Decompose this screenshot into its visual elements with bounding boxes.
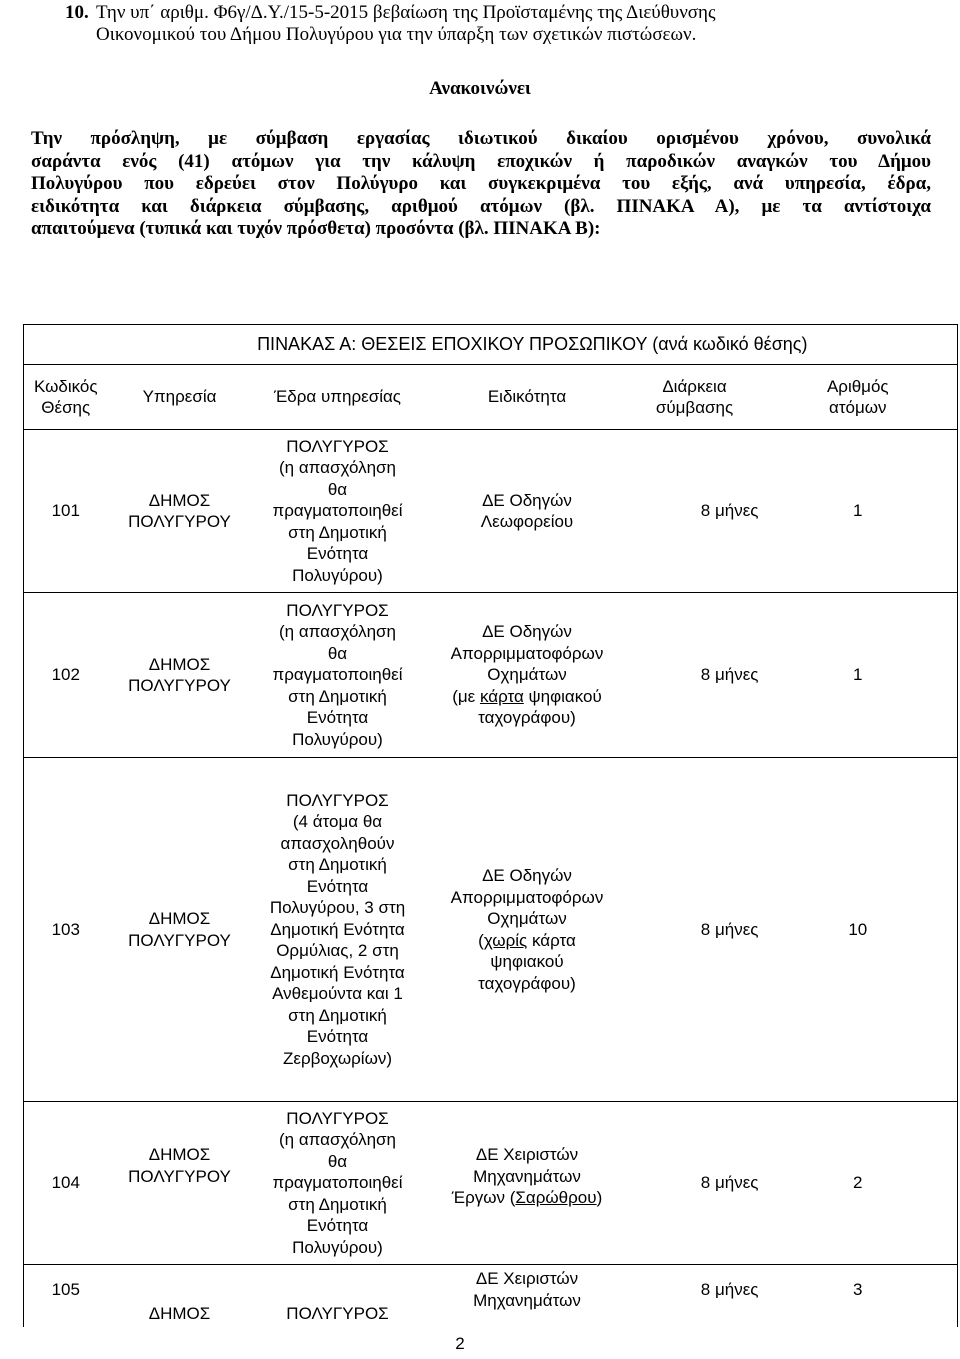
cell-seat: ΠΟΛΥΓΥΡΟΣ (η απασχόληση θα πραγματοποιηθεί στη Δημοτική Ενότητα Πολυγύρου) [252,1102,424,1265]
table-title-row [24,325,958,365]
cell-specialty: ΔΕ Χειριστών Μηχανημάτων Έργων (Σαρώθρου) [424,1102,631,1265]
cell-service: ΔΗΜΟΣ ΠΟΛΥΓΥΡΟΥ [108,593,252,758]
cell-code: 104 [24,1102,108,1265]
cell-count: 1 [759,430,958,593]
paragraph-line: σαράντα ενός (41) ατόμων για την κάλυψη εποχικών ή παροδικών αναγκών του Δήμου [31,150,931,172]
cell-duration: 8 μήνες [631,1102,759,1265]
announcement-heading: Ανακοινώνει [429,78,531,99]
cell-service: ΔΗΜΟΣ [148,1304,211,1323]
cell-seat: ΠΟΛΥΓΥΡΟΣ (η απασχόληση θα πραγματοποιηθεί στη Δημοτική Ενότητα Πολυγύρου) [252,593,424,758]
header-duration: Διάρκεια σύμβασης [631,365,759,430]
announcement-paragraph [31,128,931,241]
cell-duration: 8 μήνες [631,593,759,758]
cell-duration: 8 μήνες [631,758,759,1102]
cell-duration: 8 μήνες [700,1280,759,1299]
header-count: Αριθμός ατόμων [759,365,958,430]
cell-specialty: ΔΕ Οδηγών Απορριμματοφόρων Οχημάτων (με κάρτα ψηφιακού ταχογράφου) [424,593,631,758]
table-header-row [24,365,958,430]
cell-specialty: ΔΕ Οδηγών Λεωφορείου [424,430,631,593]
cell-code: 105 [24,1265,108,1327]
header-seat: Έδρα υπηρεσίας [252,365,424,430]
table-row [24,758,958,1102]
table-title: ΠΙΝΑΚΑΣ Α: ΘΕΣΕΙΣ ΕΠΟΧΙΚΟΥ ΠΡΟΣΩΠΙΚΟΥ (ανά κωδικό θέσης) [108,325,958,365]
cell-seat: ΠΟΛΥΓΥΡΟΣ [286,1304,389,1323]
cell-code: 102 [24,593,108,758]
cell-specialty: ΔΕ Χειριστών Μηχανημάτων [473,1269,581,1310]
header-code: Κωδικός Θέσης [24,365,108,430]
cell-service: ΔΗΜΟΣ ΠΟΛΥΓΥΡΟΥ [108,1102,252,1265]
paragraph-line: ειδικότητα και διάρκεια σύμβασης, αριθμού ατόμων (βλ. ΠΙΝΑΚΑ Α), με τα αντίστοιχα [31,195,931,217]
cell-count: 1 [759,593,958,758]
table-row [24,1265,958,1327]
cell-count: 10 [759,758,958,1102]
page-number: 2 [455,1334,465,1353]
positions-table [23,324,958,1327]
cell-code: 101 [24,430,108,593]
cell-code: 103 [24,758,108,1102]
cell-count: 2 [759,1102,958,1265]
paragraph-line: απαιτούμενα (τυπικά και τυχόν πρόσθετα) προσόντα (βλ. ΠΙΝΑΚΑ Β): [31,218,601,239]
header-specialty: Ειδικότητα [424,365,631,430]
intro-line-1: Την υπ΄ αριθμ. Φ6γ/Δ.Υ./15-5-2015 βεβαίωση της Προϊσταμένης της Διεύθυνσης [96,2,716,23]
header-service: Υπηρεσία [108,365,252,430]
paragraph-line: Την πρόσληψη, με σύμβαση εργασίας ιδιωτικού δικαίου ορισμένου χρόνου, συνολικά [31,128,931,149]
cell-specialty: ΔΕ Οδηγών Απορριμματοφόρων Οχημάτων (χωρίς κάρτα ψηφιακού ταχογράφου) [424,758,631,1102]
cell-seat: ΠΟΛΥΓΥΡΟΣ (4 άτομα θα απασχοληθούν στη Δημοτική Ενότητα Πολυγύρου, 3 στη Δημοτική Ενότητα Ορμύλιας, 2 στη Δημοτική Ενότητα Ανθεμούντα και 1 στη Δημοτική Ενότητα Ζερβοχωρίων) [252,758,424,1102]
cell-service: ΔΗΜΟΣ ΠΟΛΥΓΥΡΟΥ [108,430,252,593]
cell-count: 3 [759,1265,958,1327]
cell-seat: ΠΟΛΥΓΥΡΟΣ (η απασχόληση θα πραγματοποιηθεί στη Δημοτική Ενότητα Πολυγύρου) [252,430,424,593]
table-row [24,430,958,593]
cell-duration: 8 μήνες [631,430,759,593]
intro-number: 10. [65,2,89,23]
cell-service: ΔΗΜΟΣ ΠΟΛΥΓΥΡΟΥ [108,758,252,1102]
table-row [24,1102,958,1265]
paragraph-line: Πολυγύρου που εδρεύει στον Πολύγυρο και συγκεκριμένα του εξής, ανά υπηρεσία, έδρα, [31,173,931,194]
intro-line-2: Οικονομικού του Δήμου Πολυγύρου για την ύπαρξη των σχετικών πιστώσεων. [96,24,697,45]
table-row [24,593,958,758]
